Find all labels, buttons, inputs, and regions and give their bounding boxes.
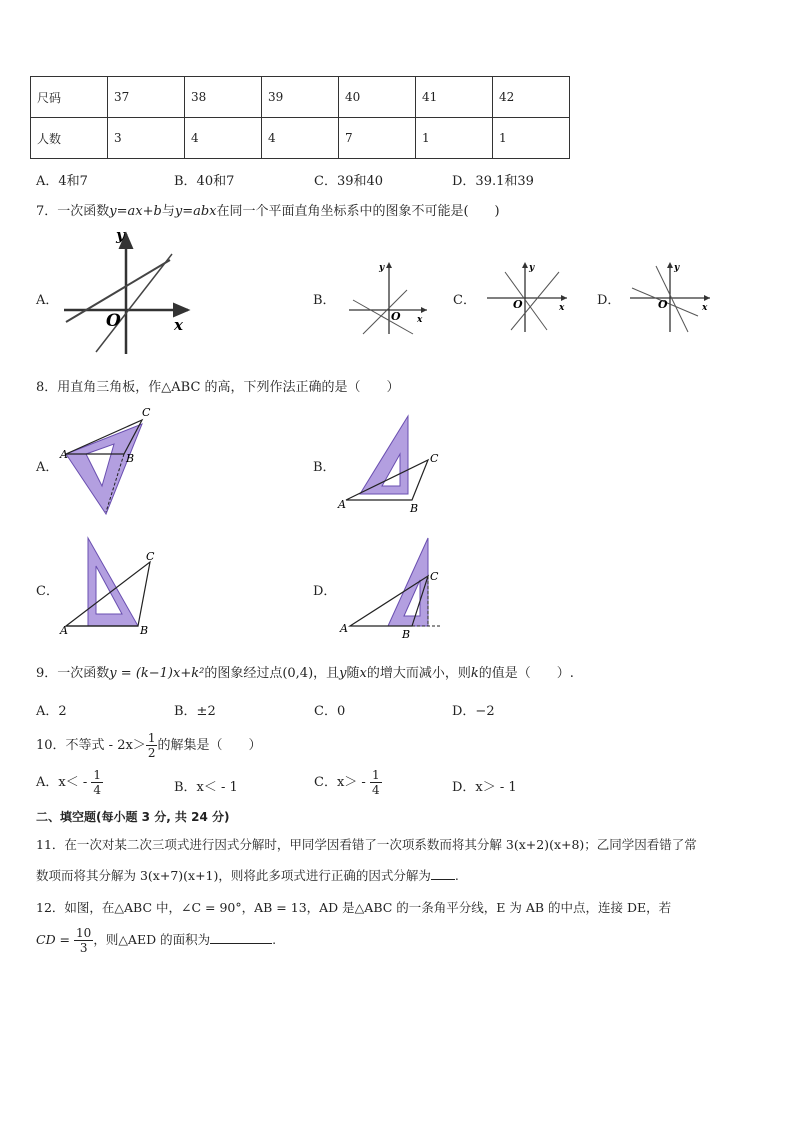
q10-option-d: D．x＞ - 1 bbox=[452, 780, 517, 795]
origin-label: O bbox=[391, 310, 401, 323]
svg-text:C: C bbox=[430, 452, 439, 465]
q7-graph-d bbox=[628, 258, 718, 338]
svg-text:B: B bbox=[402, 628, 411, 641]
svg-text:B: B bbox=[410, 502, 419, 514]
table-cell: 4 bbox=[262, 118, 339, 159]
q8-figure-d bbox=[336, 530, 448, 642]
q9-option-d: D．−2 bbox=[452, 704, 495, 719]
shoe-size-table bbox=[30, 76, 570, 159]
q8-figure-a bbox=[58, 402, 162, 520]
table-cell: 38 bbox=[185, 77, 262, 118]
table-cell: 42 bbox=[493, 77, 570, 118]
q10-option-c: C．x＞ - $\frac{1}{4}$ bbox=[314, 768, 380, 797]
svg-text:B: B bbox=[140, 624, 149, 637]
q8-label-d: D． bbox=[313, 584, 337, 599]
table-cell: 3 bbox=[108, 118, 185, 159]
x-label: x bbox=[702, 303, 708, 313]
y-label: y bbox=[379, 263, 385, 273]
q8-label-c: C． bbox=[36, 584, 59, 599]
graph-line bbox=[505, 272, 547, 330]
q7-graph-b bbox=[345, 258, 435, 338]
table-cell: 40 bbox=[339, 77, 416, 118]
table-row bbox=[31, 77, 570, 118]
table-row bbox=[31, 118, 570, 159]
q7-graph-c bbox=[485, 258, 575, 338]
svg-text:A: A bbox=[60, 624, 68, 637]
q8-figure-b bbox=[336, 410, 446, 514]
q9-option-a: A．2 bbox=[36, 704, 67, 719]
q12-line1: 12．如图，在△ABC 中，∠C = 90°，AB = 13，AD 是△ABC 的一条角平分线，E 为 AB 的中点，连接 DE，若 bbox=[36, 900, 672, 915]
svg-text:C: C bbox=[142, 406, 151, 419]
svg-text:B: B bbox=[126, 452, 135, 465]
origin-label: O bbox=[106, 311, 121, 331]
fraction: $\frac{1}{4}$ bbox=[371, 768, 380, 797]
q9-option-c: C．0 bbox=[314, 704, 346, 719]
q10-option-a: A．x＜ - $\frac{1}{4}$ bbox=[36, 768, 102, 797]
q8-figure-c bbox=[58, 534, 166, 640]
q6-option-b: B．40和7 bbox=[174, 174, 235, 189]
table-cell: 尺码 bbox=[31, 77, 108, 118]
q12-line2: CD = $\frac{10}{3}$ ，则△AED 的面积为 . bbox=[36, 926, 277, 955]
fraction: $\frac{10}{3}$ bbox=[76, 926, 92, 955]
q7-label-d: D． bbox=[597, 293, 621, 308]
q10-stem: 10．不等式 - 2x＞ $\frac{1}{2}$ 的解集是（ ） bbox=[36, 731, 262, 760]
origin-label: O bbox=[513, 298, 523, 311]
q6-option-c: C．39和40 bbox=[314, 174, 384, 189]
svg-text:A: A bbox=[60, 448, 68, 461]
y-label: y bbox=[529, 263, 535, 273]
q6-option-a: A．4和7 bbox=[36, 174, 88, 189]
origin-label: O bbox=[658, 298, 668, 311]
q7-label-b: B． bbox=[313, 293, 336, 308]
table-cell: 7 bbox=[339, 118, 416, 159]
table-cell: 1 bbox=[493, 118, 570, 159]
q7-stem: 7．一次函数y=ax+b与y=abx在同一个平面直角坐标系中的图象不可能是( ) bbox=[36, 204, 500, 219]
svg-text:A: A bbox=[338, 498, 346, 511]
svg-text:C: C bbox=[430, 570, 439, 583]
q6-option-d: D．39.1和39 bbox=[452, 174, 534, 189]
q8-stem: 8．用直角三角板，作△ABC 的高，下列作法正确的是（ ） bbox=[36, 380, 400, 395]
y-label: y bbox=[674, 263, 680, 273]
x-label: x bbox=[174, 316, 183, 334]
q11-line2: 数项而将其分解为 3(x+7)(x+1)，则将此多项式进行正确的因式分解为 . bbox=[36, 868, 459, 883]
answer-blank[interactable] bbox=[431, 879, 455, 880]
q8-label-a: A． bbox=[36, 460, 59, 475]
graph-line bbox=[96, 254, 172, 352]
table-cell: 1 bbox=[416, 118, 493, 159]
fraction: $\frac{1}{2}$ bbox=[147, 731, 156, 760]
svg-text:C: C bbox=[146, 550, 155, 563]
table-cell: 人数 bbox=[31, 118, 108, 159]
graph-line bbox=[353, 300, 413, 334]
table-cell: 4 bbox=[185, 118, 262, 159]
answer-blank[interactable] bbox=[210, 943, 272, 944]
table-cell: 41 bbox=[416, 77, 493, 118]
y-label: y bbox=[116, 226, 125, 244]
x-label: x bbox=[417, 315, 423, 325]
table-cell: 37 bbox=[108, 77, 185, 118]
q9-option-b: B．±2 bbox=[174, 704, 216, 719]
table-cell: 39 bbox=[262, 77, 339, 118]
fraction: $\frac{1}{4}$ bbox=[93, 768, 102, 797]
q10-option-b: B．x＜ - 1 bbox=[174, 780, 238, 795]
section-heading: 二、填空题(每小题 3 分, 共 24 分) bbox=[36, 810, 230, 824]
svg-text:A: A bbox=[340, 622, 348, 635]
q8-label-b: B． bbox=[313, 460, 336, 475]
q7-graph-a bbox=[60, 226, 200, 358]
q11-line1: 11．在一次对某二次三项式进行因式分解时，甲同学因看错了一次项系数而将其分解 3(x+2)(x+8)；乙同学因看错了常 bbox=[36, 837, 697, 852]
x-label: x bbox=[559, 303, 565, 313]
q7-label-a: A． bbox=[36, 293, 59, 308]
q7-label-c: C． bbox=[453, 293, 476, 308]
q9-stem: 9．一次函数y = (k−1)x+k²的图象经过点(0,4)，且y随x的增大而减小，则k的值是（ ）. bbox=[36, 666, 574, 681]
